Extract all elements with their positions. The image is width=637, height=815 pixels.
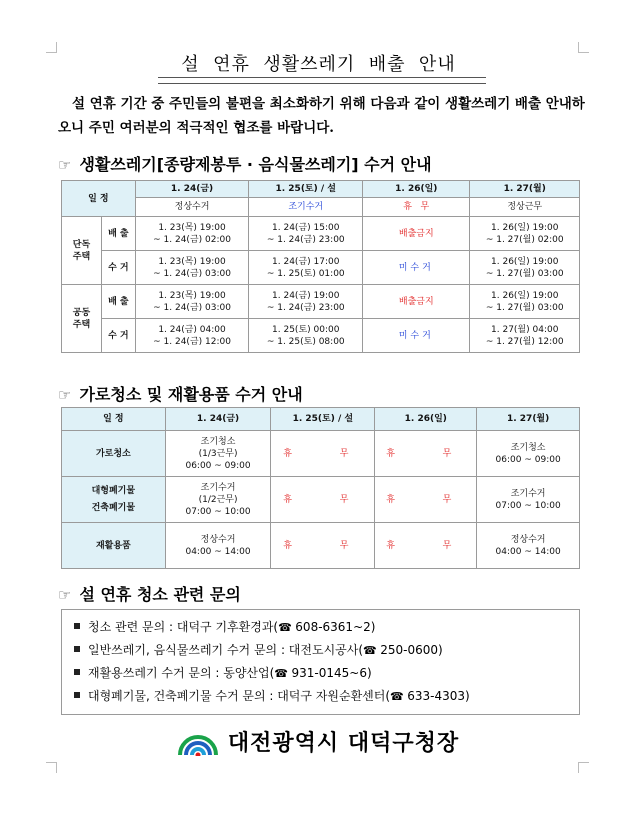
- section-heading-text: 설 연휴 청소 관련 문의: [79, 585, 241, 604]
- page-title: 설 연휴 생활쓰레기 배출 안내: [181, 54, 456, 75]
- contact-box: [61, 609, 580, 715]
- contact-text: 재활용쓰레기 수거 문의 : 동양산업(: [88, 666, 275, 680]
- status-cell: 휴 무: [375, 523, 477, 569]
- phone-number: 633-4303): [407, 689, 470, 703]
- phone-icon: ☎: [390, 690, 408, 703]
- footer-signature: [0, 726, 637, 757]
- time-cell: 1. 23(목) 19:00 ~ 1. 24(금) 02:00: [135, 217, 249, 251]
- status-cell: 휴 무: [271, 523, 375, 569]
- phone-number: 250-0600): [380, 643, 443, 657]
- status-cell: 미수거: [363, 251, 470, 285]
- status-cell: 미수거: [363, 319, 470, 353]
- day-status: 휴 무: [363, 198, 470, 217]
- day-status: 정상근무: [470, 198, 580, 217]
- time-cell: 1. 25(토) 00:00 ~ 1. 25(토) 08:00: [249, 319, 363, 353]
- row-label: 대형폐기물 건축폐기물: [62, 477, 166, 523]
- pointing-hand-icon: ☞: [58, 586, 72, 604]
- contact-text: 일반쓰레기, 음식물쓰레기 수거 문의 : 대전도시공사(: [88, 643, 364, 657]
- district-logo-icon: [178, 728, 218, 756]
- group-label: 공동 주택: [62, 285, 102, 353]
- time-cell: 조기청소 (1/3근무) 06:00 ~ 09:00: [165, 431, 271, 477]
- list-item: [74, 639, 579, 662]
- phone-icon: ☎: [278, 621, 296, 634]
- street-recycling-table: [61, 407, 580, 569]
- pointing-hand-icon: ☞: [58, 386, 72, 404]
- time-cell: 1. 23(목) 19:00 ~ 1. 24(금) 03:00: [135, 285, 249, 319]
- pointing-hand-icon: ☞: [58, 156, 72, 174]
- status-cell: 휴 무: [375, 431, 477, 477]
- bullet-icon: [74, 623, 80, 629]
- date-header: 1. 25(토) / 설: [271, 408, 375, 431]
- time-cell: 정상수거 04:00 ~ 14:00: [165, 523, 271, 569]
- status-cell: 휴 무: [271, 431, 375, 477]
- list-item: [74, 616, 579, 639]
- time-cell: 1. 26(일) 19:00 ~ 1. 27(월) 03:00: [470, 285, 580, 319]
- section-heading-text: 가로청소 및 재활용품 수거 안내: [79, 385, 303, 404]
- row-label: 배 출: [102, 217, 136, 251]
- group-label: 단독 주택: [62, 217, 102, 285]
- row-label: 배 출: [102, 285, 136, 319]
- schedule-label: 일 정: [62, 181, 136, 217]
- time-cell: 1. 26(일) 19:00 ~ 1. 27(월) 02:00: [470, 217, 580, 251]
- intro-text: 설 연휴 기간 중 주민들의 불편을 최소화하기 위해 다음과 같이 생활쓰레기 배출 안내하오니 주민 여러분의 적극적인 협조를 바랍니다.: [58, 96, 585, 136]
- time-cell: 정상수거 04:00 ~ 14:00: [477, 523, 580, 569]
- date-header: 1. 25(토) / 설: [249, 181, 363, 198]
- section-heading-text: 생활쓰레기[종량제봉투 · 음식물쓰레기] 수거 안내: [79, 155, 432, 174]
- row-label: 재활용품: [62, 523, 166, 569]
- phone-number: 608-6361~2): [295, 620, 376, 634]
- date-header: 1. 26(일): [363, 181, 470, 198]
- intro-paragraph: [58, 92, 588, 140]
- row-label: 가로청소: [62, 431, 166, 477]
- list-item: [74, 662, 579, 685]
- time-cell: 조기수거 (1/2근무) 07:00 ~ 10:00: [165, 477, 271, 523]
- section-heading-waste: [58, 152, 432, 175]
- phone-number: 931-0145~6): [291, 666, 372, 680]
- row-label: 수 거: [102, 251, 136, 285]
- day-status: 조기수거: [249, 198, 363, 217]
- phone-icon: ☎: [363, 644, 381, 657]
- time-cell: 1. 26(일) 19:00 ~ 1. 27(월) 03:00: [470, 251, 580, 285]
- time-cell: 1. 24(금) 04:00 ~ 1. 24(금) 12:00: [135, 319, 249, 353]
- row-label: 수 거: [102, 319, 136, 353]
- phone-icon: ☎: [274, 667, 292, 680]
- bullet-icon: [74, 692, 80, 698]
- bullet-icon: [74, 646, 80, 652]
- time-cell: 1. 23(목) 19:00 ~ 1. 24(금) 03:00: [135, 251, 249, 285]
- date-header: 1. 27(월): [477, 408, 580, 431]
- bullet-icon: [74, 669, 80, 675]
- list-item: [74, 685, 579, 708]
- time-cell: 1. 27(월) 04:00 ~ 1. 27(월) 12:00: [470, 319, 580, 353]
- status-cell: 휴 무: [271, 477, 375, 523]
- crop-mark: [578, 762, 589, 773]
- crop-mark: [46, 762, 57, 773]
- date-header: 1. 24(금): [135, 181, 249, 198]
- time-cell: 조기청소 06:00 ~ 09:00: [477, 431, 580, 477]
- section-heading-street: [58, 382, 303, 405]
- status-cell: 배출금지: [363, 285, 470, 319]
- date-header: 1. 26(일): [375, 408, 477, 431]
- time-cell: 1. 24(금) 15:00 ~ 1. 24(금) 23:00: [249, 217, 363, 251]
- time-cell: 1. 24(금) 17:00 ~ 1. 25(토) 01:00: [249, 251, 363, 285]
- waste-schedule-table: [61, 180, 580, 353]
- schedule-label: 일 정: [62, 408, 166, 431]
- contact-text: 대형폐기물, 건축폐기물 수거 문의 : 대덕구 자원순환센터(: [88, 689, 391, 703]
- footer-text: 대전광역시 대덕구청장: [227, 731, 460, 756]
- time-cell: 조기수거 07:00 ~ 10:00: [477, 477, 580, 523]
- section-heading-contact: [58, 582, 241, 605]
- date-header: 1. 24(금): [165, 408, 271, 431]
- time-cell: 1. 24(금) 19:00 ~ 1. 24(금) 23:00: [249, 285, 363, 319]
- status-cell: 휴 무: [375, 477, 477, 523]
- day-status: 정상수거: [135, 198, 249, 217]
- title-underline: [158, 77, 486, 84]
- status-cell: 배출금지: [363, 217, 470, 251]
- date-header: 1. 27(월): [470, 181, 580, 198]
- contact-text: 청소 관련 문의 : 대덕구 기후환경과(: [88, 620, 279, 634]
